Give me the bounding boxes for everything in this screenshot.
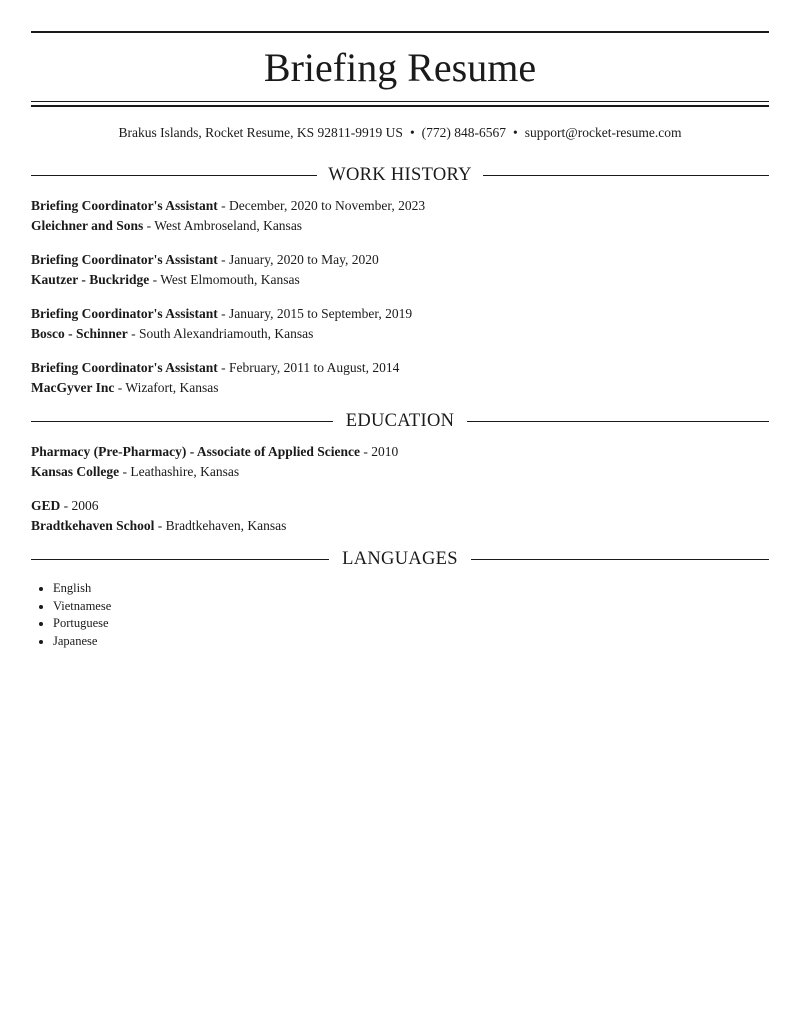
language-item: • Japanese (53, 633, 111, 651)
contact-address: Brakus Islands, Rocket Resume, KS 92811-9919 US (118, 125, 403, 140)
education-location: Leathashire, Kansas (130, 463, 240, 479)
job-dates: January, 2015 to September, 2019 (229, 306, 413, 321)
section-header-work-history (31, 162, 769, 188)
job-role: Briefing Coordinator's Assistant (31, 306, 218, 321)
languages-list (31, 580, 111, 650)
job-dates: February, 2011 to August, 2014 (229, 360, 400, 375)
contact-line (31, 123, 769, 143)
contact-email: support@rocket-resume.com (524, 125, 682, 140)
section-title-languages: LANGUAGES (342, 549, 458, 569)
job-dates: January, 2020 to May, 2020 (229, 252, 379, 267)
job-location: West Elmomouth, Kansas (160, 271, 300, 287)
section-header-education (31, 408, 769, 434)
education-year: 2010 (371, 444, 399, 459)
top-rule (31, 31, 769, 33)
job-dates: December, 2020 to November, 2023 (229, 198, 426, 213)
job-location: Wizafort, Kansas (125, 379, 219, 395)
job-role: Briefing Coordinator's Assistant (31, 252, 218, 267)
language-item: • Portuguese (53, 615, 111, 633)
education-degree: Pharmacy (Pre-Pharmacy) - Associate of Applied Science (31, 444, 360, 459)
education-location: Bradtkehaven, Kansas (165, 517, 287, 533)
job-location: South Alexandriamouth, Kansas (139, 325, 314, 341)
job-company: Kautzer - Buckridge (31, 271, 150, 287)
job-company: Bosco - Schinner (31, 325, 128, 341)
job-company: Gleichner and Sons (31, 217, 144, 233)
education-entry: Pharmacy (Pre-Pharmacy) - Associate of Applied Science - 2010 Kansas College - Leathashire, Kansas (31, 444, 399, 479)
job-role: Briefing Coordinator's Assistant (31, 198, 218, 213)
section-title-work-history: WORK HISTORY (328, 165, 472, 185)
education-entry: GED - 2006 Bradtkehaven School - Bradtkehaven, Kansas (31, 498, 287, 533)
section-rule-right (483, 175, 769, 176)
education-school: Bradtkehaven School (31, 517, 155, 533)
job-company: MacGyver Inc (31, 379, 115, 395)
work-entry: Briefing Coordinator's Assistant - December, 2020 to November, 2023 Gleichner and Sons - West Ambroseland, Kansas (31, 198, 426, 233)
work-entry: Briefing Coordinator's Assistant - January, 2020 to May, 2020 Kautzer - Buckridge - West Elmomouth, Kansas (31, 252, 379, 287)
title-rule-thick (31, 105, 769, 107)
language-item: • Vietnamese (53, 598, 111, 616)
job-role: Briefing Coordinator's Assistant (31, 360, 218, 375)
education-year: 2006 (71, 498, 99, 513)
section-title-education: EDUCATION (345, 411, 455, 431)
work-entry: Briefing Coordinator's Assistant - February, 2011 to August, 2014 MacGyver Inc - Wizafort, Kansas (31, 360, 400, 395)
section-rule-right (467, 421, 769, 422)
contact-separator: • (409, 125, 415, 140)
section-header-languages (31, 546, 769, 572)
job-location: West Ambroseland, Kansas (154, 217, 303, 233)
title-rule-thin (31, 101, 769, 102)
work-entry: Briefing Coordinator's Assistant - January, 2015 to September, 2019 Bosco - Schinner - South Alexandriamouth, Kansas (31, 306, 413, 341)
page-title: Briefing Resume (263, 45, 537, 90)
education-school: Kansas College (31, 463, 120, 479)
education-degree: GED (31, 498, 61, 513)
section-rule-right (471, 559, 769, 560)
contact-separator: • (513, 125, 518, 140)
language-item: • English (53, 580, 111, 598)
contact-phone: (772) 848-6567 (421, 125, 507, 140)
